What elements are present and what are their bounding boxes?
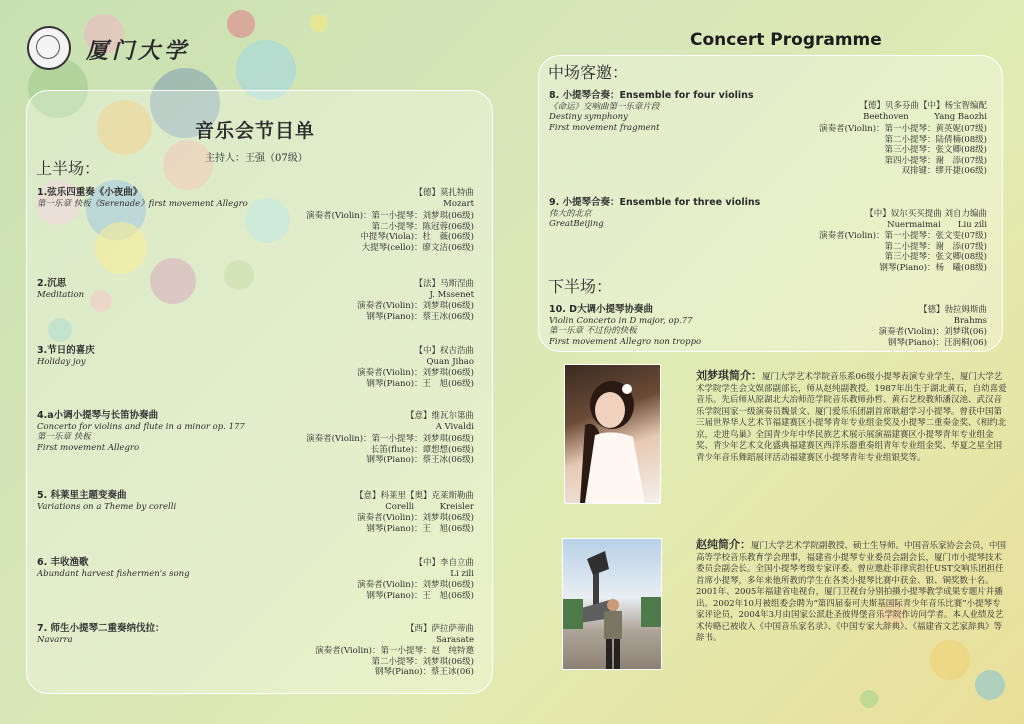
program-item-5 (37, 491, 277, 512)
item-composer: 【意】科莱里【奥】克莱斯勒曲 Corelli Kreisler (354, 491, 474, 512)
item-title: 2.沉思 (37, 278, 67, 289)
item-players: 演奏者(Violin)：刘梦琪(06级) 钢琴(Piano)：王 旭(06级) (357, 368, 474, 389)
item-players: 演奏者(Violin)：第一小提琴：张文雯(07级) 第二小提琴：谢 添(07级) 第三小提琴：张文卿(08级) 钢琴(Piano)：杨 曦(08级) (819, 231, 987, 273)
item-title: 4.a小调小提琴与长笛协奏曲 (37, 410, 159, 421)
item-players: 演奏者(Violin)：第一小提琴：赵 纯特邀 第二小提琴：刘梦琪(06级) 钢琴(Piano)：蔡王冰(06) (315, 646, 474, 677)
item-composer: 【意】维瓦尔第曲 A Vivaldi (405, 411, 474, 432)
item-players: 演奏者(Violin)：第一小提琴：刘梦琪(06级) 第二小提琴：陈冠蓉(06级) 中提琴(Viola)：杜 薇(06级) 大提琴(cello)：廖文洁(06级) (306, 211, 474, 253)
program-item-1 (37, 188, 277, 209)
bio-title: 赵纯简介： (696, 538, 751, 551)
first-half-heading: 上半场： (36, 159, 101, 178)
university-name: 厦门大学 (86, 38, 191, 64)
item-players: 演奏者(Violin)：刘梦琪(06级) 钢琴(Piano)：王 旭(06级) (357, 513, 474, 534)
item-composer: 【中】权吉浩曲 Quan Jihao (414, 346, 474, 367)
item-title: 3.节日的喜庆 (37, 345, 95, 356)
item-title: 7. 师生小提琴二重奏纳伐拉： (37, 623, 165, 634)
decor-dot (930, 640, 970, 680)
teacher-illustration (563, 539, 661, 669)
decor-dot (975, 670, 1005, 700)
item-title: 5. 科莱里主题变奏曲 (37, 490, 127, 501)
program-item-7 (37, 624, 277, 645)
bio-text: 厦门大学艺术学院副教授、硕士生导师。中国音乐家协会会员，中国高等学校音乐教育学会理事，福建省小提琴专业委员会副会长，厦门市小提琴技术委员会副会长。全国小提琴考级专家评委。曾应邀赴菲律宾担任UST交响乐团担任首席小提琴，多年来他所教的学生在各类小提琴比赛中获金、银、铜奖数十名。2001年、2005年福建省电视台，厦门卫视台分别拍摄小提琴教学成果专题片并播出。2002年10月被组委会聘为“第四届泰可夫斯基国际青少年音乐比赛”小提琴专家评论员，2004年3月由国家公派赴圣彼得堡音乐学院作访问学者。本人业绩及艺术传略已被收入《中国音乐家名录》、《中国专家大辞典》、《福建省文艺家辞典》等辞书。 (696, 541, 1007, 643)
program-item-2 (37, 279, 277, 300)
decor-dot (310, 14, 328, 32)
item-title: 8. 小提琴合奏：Ensemble for four violins (549, 90, 754, 101)
item-subtitle: Concerto for violins and flute in a minor op. 177 第一乐章 快板 First movement Allegro (37, 421, 245, 453)
bio-liu-mengqi (696, 370, 1008, 464)
item-composer: 【德】贝多芬曲【中】杨宝智编配 Beethoven Yang Baozhi (859, 101, 987, 122)
bio-title: 刘梦琪简介： (696, 369, 762, 382)
program-item-4 (37, 411, 287, 453)
program-item-10 (549, 305, 779, 347)
item-composer: 【西】萨拉萨蒂曲 Sarasate (405, 624, 474, 645)
violinist-portrait-photo (564, 364, 661, 504)
item-players: 演奏者(Violin)：刘梦琪(06级) 钢琴(Piano)：王 旭(06级) (357, 580, 474, 601)
item-subtitle: Navarra (37, 634, 73, 645)
item-composer: 【中】奴尔买买提曲 刘自力编曲 Nuermaimai Liu zili (865, 209, 987, 230)
concert-title: Concert Programme (690, 30, 882, 50)
program-item-6 (37, 558, 277, 579)
item-players: 演奏者(Violin)：刘梦琪(06) 钢琴(Piano)：汪润桐(06) (878, 327, 987, 348)
second-half-heading: 下半场： (548, 277, 613, 296)
teacher-photo (562, 538, 662, 670)
portrait-illustration (565, 365, 660, 503)
item-subtitle: Holiday joy (37, 356, 86, 367)
host-line: 主持人：王强（07级） (205, 153, 308, 164)
item-subtitle: Meditation (37, 289, 85, 300)
program-item-9 (549, 198, 779, 230)
item-title: 1.弦乐四重奏《小夜曲》 (37, 187, 143, 198)
item-subtitle: 伟大的北京 GreatBeijing (549, 208, 604, 229)
item-composer: 【德】勃拉姆斯曲 Brahms (918, 305, 987, 326)
program-item-3 (37, 346, 277, 367)
bio-zhao-chun (696, 539, 1008, 645)
item-composer: 【中】李自立曲 Li zili (414, 558, 474, 579)
university-seal-logo (27, 26, 71, 70)
bio-text: 厦门大学艺术学院音乐系06级小提琴表演专业学生，厦门大学艺术学院学生会文娱部副部长，师从赵纯副教授。1987年出生于湖北黄石，自幼喜爱音乐。先后师从原湖北大冶师范学院音乐教师孙哲、黄石艺校教师潘汉池、武汉音乐学院国家一级演奏员魏景文、厦门爱乐乐团副首席耿超学习小提琴。曾获中国第三届世界华人艺术节福建赛区小提琴青年专业组金奖及小提琴二重奏金奖、《相约北京，走进鸟巢》全国青少年中华民族艺术展示展演福建赛区小提琴青年专业组金奖、青少年艺术文化盛典福建赛区西洋乐器重奏组青年专业组金奖、华夏之星全国青少年音乐舞蹈展评活动福建赛区小提琴青年专业组银奖等。 (696, 372, 1007, 463)
interlude-heading: 中场客邀： (548, 63, 629, 82)
item-subtitle: 第一乐章 快板《Serenade》first movement Allegro (37, 198, 248, 209)
item-subtitle: 《命运》交响曲第一乐章片段 Destiny symphony First movement fragment (549, 101, 660, 133)
left-panel (26, 90, 493, 694)
item-players: 演奏者(Violin)：第一小提琴：黄英妮(07级) 第二小提琴：陆倩楠(08级) 第三小提琴：张文卿(08级) 第四小提琴：谢 添(07级) 双排键：缪开捷(06级) (819, 124, 987, 176)
item-title: 9. 小提琴合奏：Ensemble for three violins (549, 197, 761, 208)
item-players: 演奏者(Violin)：刘梦琪(06级) 钢琴(Piano)：蔡王冰(06级) (357, 301, 474, 322)
item-composer: 【法】马斯涅曲 J. Mssenet (414, 279, 474, 300)
item-title: 6. 丰收渔歌 (37, 557, 89, 568)
item-subtitle: Variations on a Theme by corelli (37, 501, 177, 512)
item-title: 10. D大调小提琴协奏曲 (549, 304, 654, 315)
program-item-8 (549, 91, 779, 133)
page-title: 音乐会节目单 (195, 120, 316, 142)
decor-dot (227, 10, 255, 38)
decor-dot (860, 690, 878, 708)
item-players: 演奏者(Violin)：第一小提琴：刘梦琪(06级) 长笛(flute)：谭想想(06级) 钢琴(Piano)：蔡王冰(06级) (306, 434, 474, 465)
item-subtitle: Abundant harvest fishermen's song (37, 568, 190, 579)
item-composer: 【德】莫扎特曲 Mozart (414, 188, 474, 209)
item-subtitle: Violin Concerto in D major, op.77 第一乐章 不过份的快板 First movement Allegro non troppo (549, 315, 702, 347)
